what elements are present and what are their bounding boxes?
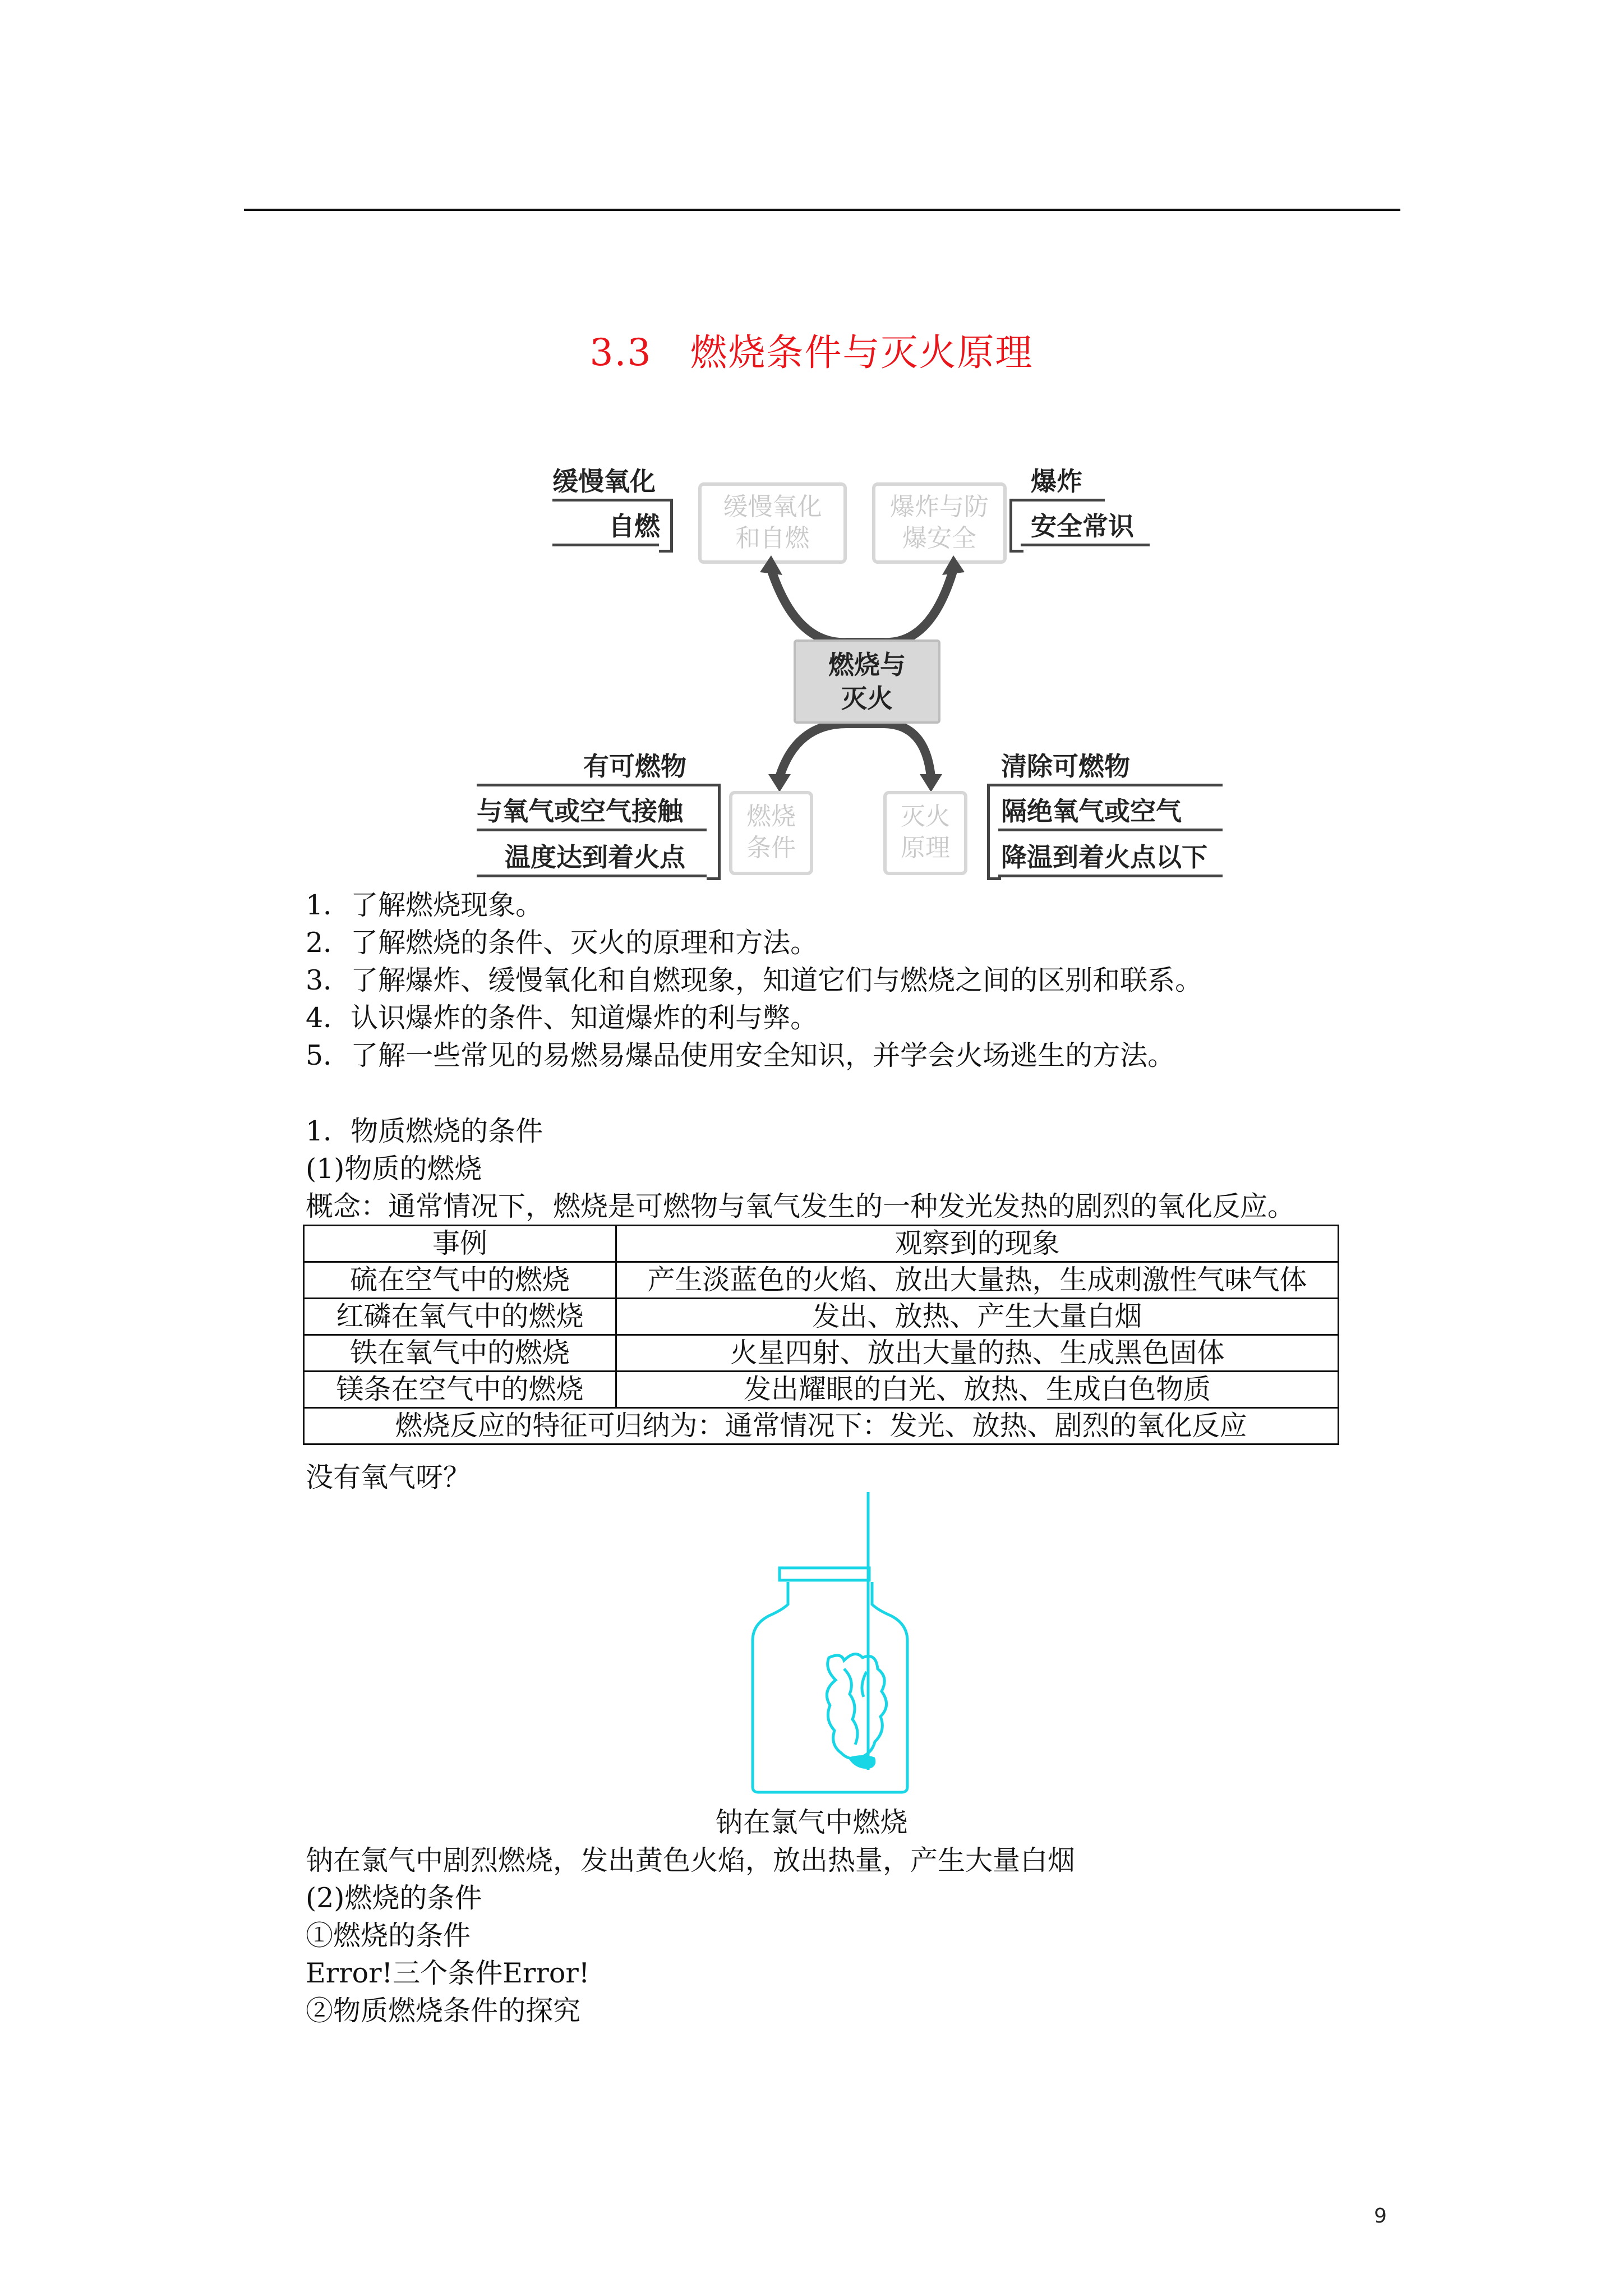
cm-underline bbox=[477, 829, 707, 831]
paragraph-line: ②物质燃烧条件的探究 bbox=[306, 1995, 581, 2027]
cm-underline bbox=[998, 875, 1223, 877]
table-row bbox=[304, 1299, 1339, 1335]
paragraph-line: ①燃烧的条件 bbox=[306, 1920, 471, 1952]
table-header-cell: 事例 bbox=[304, 1226, 616, 1262]
cm-bracket bbox=[987, 784, 1001, 880]
cm-box-slow-oxidation: 缓慢氧化 和自燃 bbox=[698, 482, 847, 564]
subsection-heading: (2)燃烧的条件 bbox=[306, 1882, 482, 1914]
table-cell: 发出耀眼的白光、放热、生成白色物质 bbox=[616, 1372, 1339, 1408]
table-cell: 镁条在空气中的燃烧 bbox=[304, 1372, 616, 1408]
section-heading: 1．物质燃烧的条件 bbox=[306, 1115, 543, 1147]
figure-caption: 钠在氯气中燃烧 bbox=[715, 1806, 908, 1838]
page-title: 3.3 燃烧条件与灭火原理 bbox=[589, 331, 1034, 374]
cm-underline bbox=[477, 875, 707, 877]
flame-detail bbox=[862, 1672, 866, 1697]
flask-stopper-bar bbox=[780, 1568, 869, 1580]
cm-box-conditions: 燃烧 条件 bbox=[729, 791, 813, 875]
table-summary-row bbox=[304, 1408, 1339, 1444]
cm-label-cool-down: 降温到着火点以下 bbox=[1001, 842, 1207, 872]
table-cell: 铁在氧气中的燃烧 bbox=[304, 1335, 616, 1372]
flame-detail bbox=[844, 1669, 857, 1745]
cm-label-remove-fuel: 清除可燃物 bbox=[1001, 751, 1130, 781]
objective-item: 4．认识爆炸的条件、知道爆炸的利与弊。 bbox=[306, 1002, 818, 1034]
objective-item: 1．了解燃烧现象。 bbox=[306, 889, 543, 921]
paragraph-line: 钠在氯气中剧烈燃烧，发出黄色火焰，放出热量，产生大量白烟 bbox=[306, 1844, 1076, 1876]
table-row bbox=[304, 1262, 1339, 1299]
table-cell: 火星四射、放出大量的热、生成黑色固体 bbox=[616, 1335, 1339, 1372]
cm-box-explosion: 爆炸与防 爆安全 bbox=[872, 482, 1007, 564]
cm-arrows bbox=[0, 0, 1623, 898]
objective-item: 5．了解一些常见的易燃易爆品使用安全知识，并学会火场逃生的方法。 bbox=[306, 1039, 1175, 1071]
cm-label-oxygen-contact: 与氧气或空气接触 bbox=[477, 796, 683, 826]
objective-item: 2．了解燃烧的条件、灭火的原理和方法。 bbox=[306, 927, 818, 959]
table-row bbox=[304, 1372, 1339, 1408]
cm-label-combustible: 有可燃物 bbox=[583, 751, 686, 781]
cm-label-ignition-point: 温度达到着火点 bbox=[505, 842, 685, 872]
cm-arrowhead bbox=[760, 555, 782, 575]
sodium-chlorine-flask-figure bbox=[729, 1489, 942, 1803]
cm-arrowhead bbox=[920, 774, 942, 792]
cm-underline bbox=[998, 829, 1223, 831]
cm-box-extinguish: 灭火 原理 bbox=[883, 791, 967, 875]
question-text: 没有氧气呀？ bbox=[306, 1461, 471, 1493]
objective-item: 3．了解爆炸、缓慢氧化和自燃现象，知道它们与燃烧之间的区别和联系。 bbox=[306, 964, 1203, 996]
cm-arrowhead bbox=[768, 774, 791, 792]
subsection-heading: (1)物质的燃烧 bbox=[306, 1153, 482, 1185]
concept-text: 概念：通常情况下，燃烧是可燃物与氧气发生的一种发光发热的剧烈的氧化反应。 bbox=[306, 1190, 1295, 1222]
cm-label-isolate-oxygen: 隔绝氧气或空气 bbox=[1001, 796, 1182, 826]
cm-bottom-arc bbox=[780, 724, 931, 777]
table-header-cell: 观察到的现象 bbox=[616, 1226, 1339, 1262]
observation-table bbox=[303, 1225, 1339, 1445]
cm-arrowhead bbox=[942, 555, 965, 575]
table-cell: 产生淡蓝色的火焰、放出大量热，生成刺激性气味气体 bbox=[616, 1262, 1339, 1299]
table-cell: 红磷在氧气中的燃烧 bbox=[304, 1299, 616, 1335]
table-cell: 发出、放热、产生大量白烟 bbox=[616, 1299, 1339, 1335]
paragraph-line: Error!三个条件Error! bbox=[306, 1957, 590, 1989]
page-number: 9 bbox=[1374, 2205, 1387, 2228]
cm-label-explosion: 爆炸 bbox=[1031, 466, 1082, 496]
cm-label-slow-oxidation: 缓慢氧化 bbox=[552, 466, 656, 496]
table-header-row bbox=[304, 1226, 1339, 1262]
cm-bracket bbox=[707, 784, 721, 880]
cm-underline bbox=[998, 784, 1223, 786]
cm-label-safety: 安全常识 bbox=[1031, 511, 1134, 541]
cm-label-spontaneous: 自燃 bbox=[608, 511, 660, 541]
cm-top-arc bbox=[771, 569, 953, 642]
table-summary-cell: 燃烧反应的特征可归纳为：通常情况下：发光、放热、剧烈的氧化反应 bbox=[304, 1408, 1339, 1444]
table-row bbox=[304, 1335, 1339, 1372]
burning-sodium-blob bbox=[848, 1755, 875, 1769]
cm-underline bbox=[477, 784, 707, 786]
table-cell: 硫在空气中的燃烧 bbox=[304, 1262, 616, 1299]
cm-center-box: 燃烧与 灭火 bbox=[794, 639, 940, 724]
